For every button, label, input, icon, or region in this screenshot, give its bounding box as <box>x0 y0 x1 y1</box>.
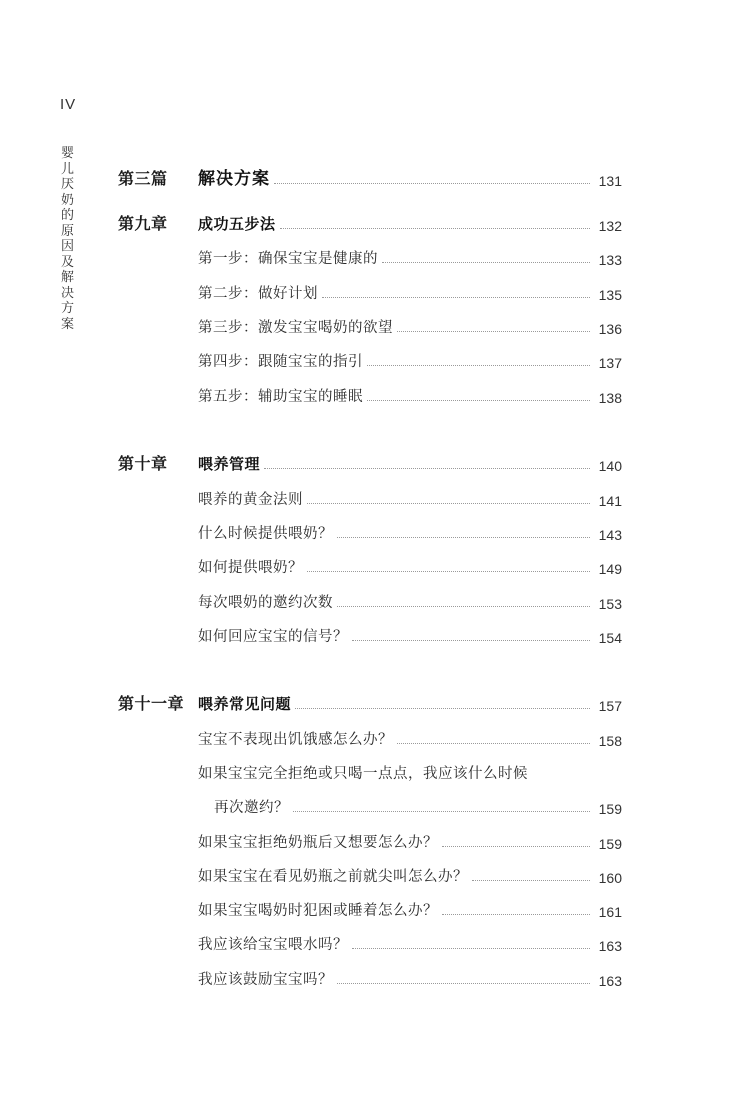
toc-entry-row[interactable] <box>0 931 750 957</box>
page-ref: 138 <box>598 390 622 406</box>
toc-entry-row[interactable] <box>0 794 750 820</box>
toc-entry-row[interactable] <box>0 520 750 546</box>
leader-dots <box>295 708 590 709</box>
leader-dots <box>337 983 590 984</box>
entry-title: 如何回应宝宝的信号？ <box>198 629 348 645</box>
entry-title: 宝宝不表现出饥饿感怎么办？ <box>198 732 393 748</box>
toc-entry-row[interactable] <box>0 726 750 752</box>
leader-dots <box>472 880 590 881</box>
entry-title: 喂养的黄金法则 <box>198 492 303 508</box>
page-ref: 154 <box>598 630 622 646</box>
leader-dots <box>352 948 590 949</box>
entry-title: 第一步：确保宝宝是健康的 <box>198 251 378 267</box>
leader-dots <box>264 468 590 469</box>
page-ref: 161 <box>598 904 622 920</box>
leader-dots <box>442 914 590 915</box>
part-title: 解决方案 <box>198 169 270 189</box>
page-ref: 140 <box>598 458 622 474</box>
page-ref: 158 <box>598 733 622 749</box>
leader-dots <box>274 183 590 184</box>
page-ref: 157 <box>598 698 622 714</box>
leader-dots <box>337 606 590 607</box>
entry-title: 第五步：辅助宝宝的睡眠 <box>198 389 363 405</box>
leader-dots <box>442 846 590 847</box>
leader-dots <box>382 262 590 263</box>
leader-dots <box>322 297 590 298</box>
page-number: IV <box>60 96 77 113</box>
page-ref: 135 <box>598 287 622 303</box>
entry-title-continuation: 再次邀约？ <box>214 800 289 816</box>
chapter-title: 喂养常见问题 <box>198 695 292 713</box>
chapter-label: 第十一章 <box>118 694 185 713</box>
toc-entry-row[interactable] <box>0 314 750 340</box>
leader-dots <box>280 228 590 229</box>
page-ref: 143 <box>598 527 622 543</box>
entry-title: 如果宝宝喝奶时犯困或睡着怎么办？ <box>198 903 438 919</box>
toc-entry-row[interactable] <box>0 623 750 649</box>
toc-entry-row[interactable] <box>0 897 750 923</box>
entry-title: 我应该鼓励宝宝吗？ <box>198 972 333 988</box>
leader-dots <box>367 400 590 401</box>
page-ref: 153 <box>598 596 622 612</box>
toc-chapter-row[interactable] <box>0 211 750 237</box>
leader-dots <box>397 331 590 332</box>
page-ref: 132 <box>598 218 622 234</box>
toc-entry-first-line[interactable] <box>0 760 750 786</box>
entry-title: 我应该给宝宝喂水吗？ <box>198 937 348 953</box>
leader-dots <box>293 811 590 812</box>
entry-title: 如果宝宝拒绝奶瓶后又想要怎么办？ <box>198 835 438 851</box>
page-ref: 133 <box>598 252 622 268</box>
page-ref: 160 <box>598 870 622 886</box>
page-ref: 137 <box>598 355 622 371</box>
toc-chapter-row[interactable] <box>0 451 750 477</box>
chapter-label: 第十章 <box>118 454 168 473</box>
leader-dots <box>397 743 590 744</box>
page-ref: 131 <box>598 173 622 189</box>
entry-title: 每次喂奶的邀约次数 <box>198 595 333 611</box>
entry-title: 如果宝宝完全拒绝或只喝一点点，我应该什么时候 <box>198 766 528 782</box>
toc-entry-row[interactable] <box>0 383 750 409</box>
toc-entry-row[interactable] <box>0 589 750 615</box>
page-ref: 159 <box>598 801 622 817</box>
leader-dots <box>307 503 590 504</box>
entry-title: 第二步：做好计划 <box>198 286 318 302</box>
entry-title: 如果宝宝在看见奶瓶之前就尖叫怎么办？ <box>198 869 468 885</box>
page-ref: 141 <box>598 493 622 509</box>
toc-entry-row[interactable] <box>0 245 750 271</box>
page-ref: 163 <box>598 973 622 989</box>
chapter-title: 喂养管理 <box>198 455 261 473</box>
part-label: 第三篇 <box>118 169 168 188</box>
entry-title: 如何提供喂奶？ <box>198 560 303 576</box>
leader-dots <box>337 537 590 538</box>
entry-title: 什么时候提供喂奶？ <box>198 526 333 542</box>
toc-chapter-row[interactable] <box>0 691 750 717</box>
leader-dots <box>352 640 590 641</box>
chapter-title: 成功五步法 <box>198 215 276 233</box>
page-ref: 163 <box>598 938 622 954</box>
toc-entry-row[interactable] <box>0 280 750 306</box>
page-ref: 136 <box>598 321 622 337</box>
toc-part-row[interactable] <box>0 166 750 192</box>
toc-entry-row[interactable] <box>0 863 750 889</box>
page-ref: 159 <box>598 836 622 852</box>
toc-entry-row[interactable] <box>0 348 750 374</box>
page-ref: 149 <box>598 561 622 577</box>
toc-entry-row[interactable] <box>0 554 750 580</box>
leader-dots <box>307 571 590 572</box>
entry-title: 第四步：跟随宝宝的指引 <box>198 354 363 370</box>
chapter-label: 第九章 <box>118 214 168 233</box>
running-side-title: 婴儿厌奶的原因及解决方案 <box>61 146 75 332</box>
leader-dots <box>367 365 590 366</box>
toc-entry-row[interactable] <box>0 829 750 855</box>
toc-entry-row[interactable] <box>0 966 750 992</box>
entry-title: 第三步：激发宝宝喝奶的欲望 <box>198 320 393 336</box>
toc-entry-row[interactable] <box>0 486 750 512</box>
